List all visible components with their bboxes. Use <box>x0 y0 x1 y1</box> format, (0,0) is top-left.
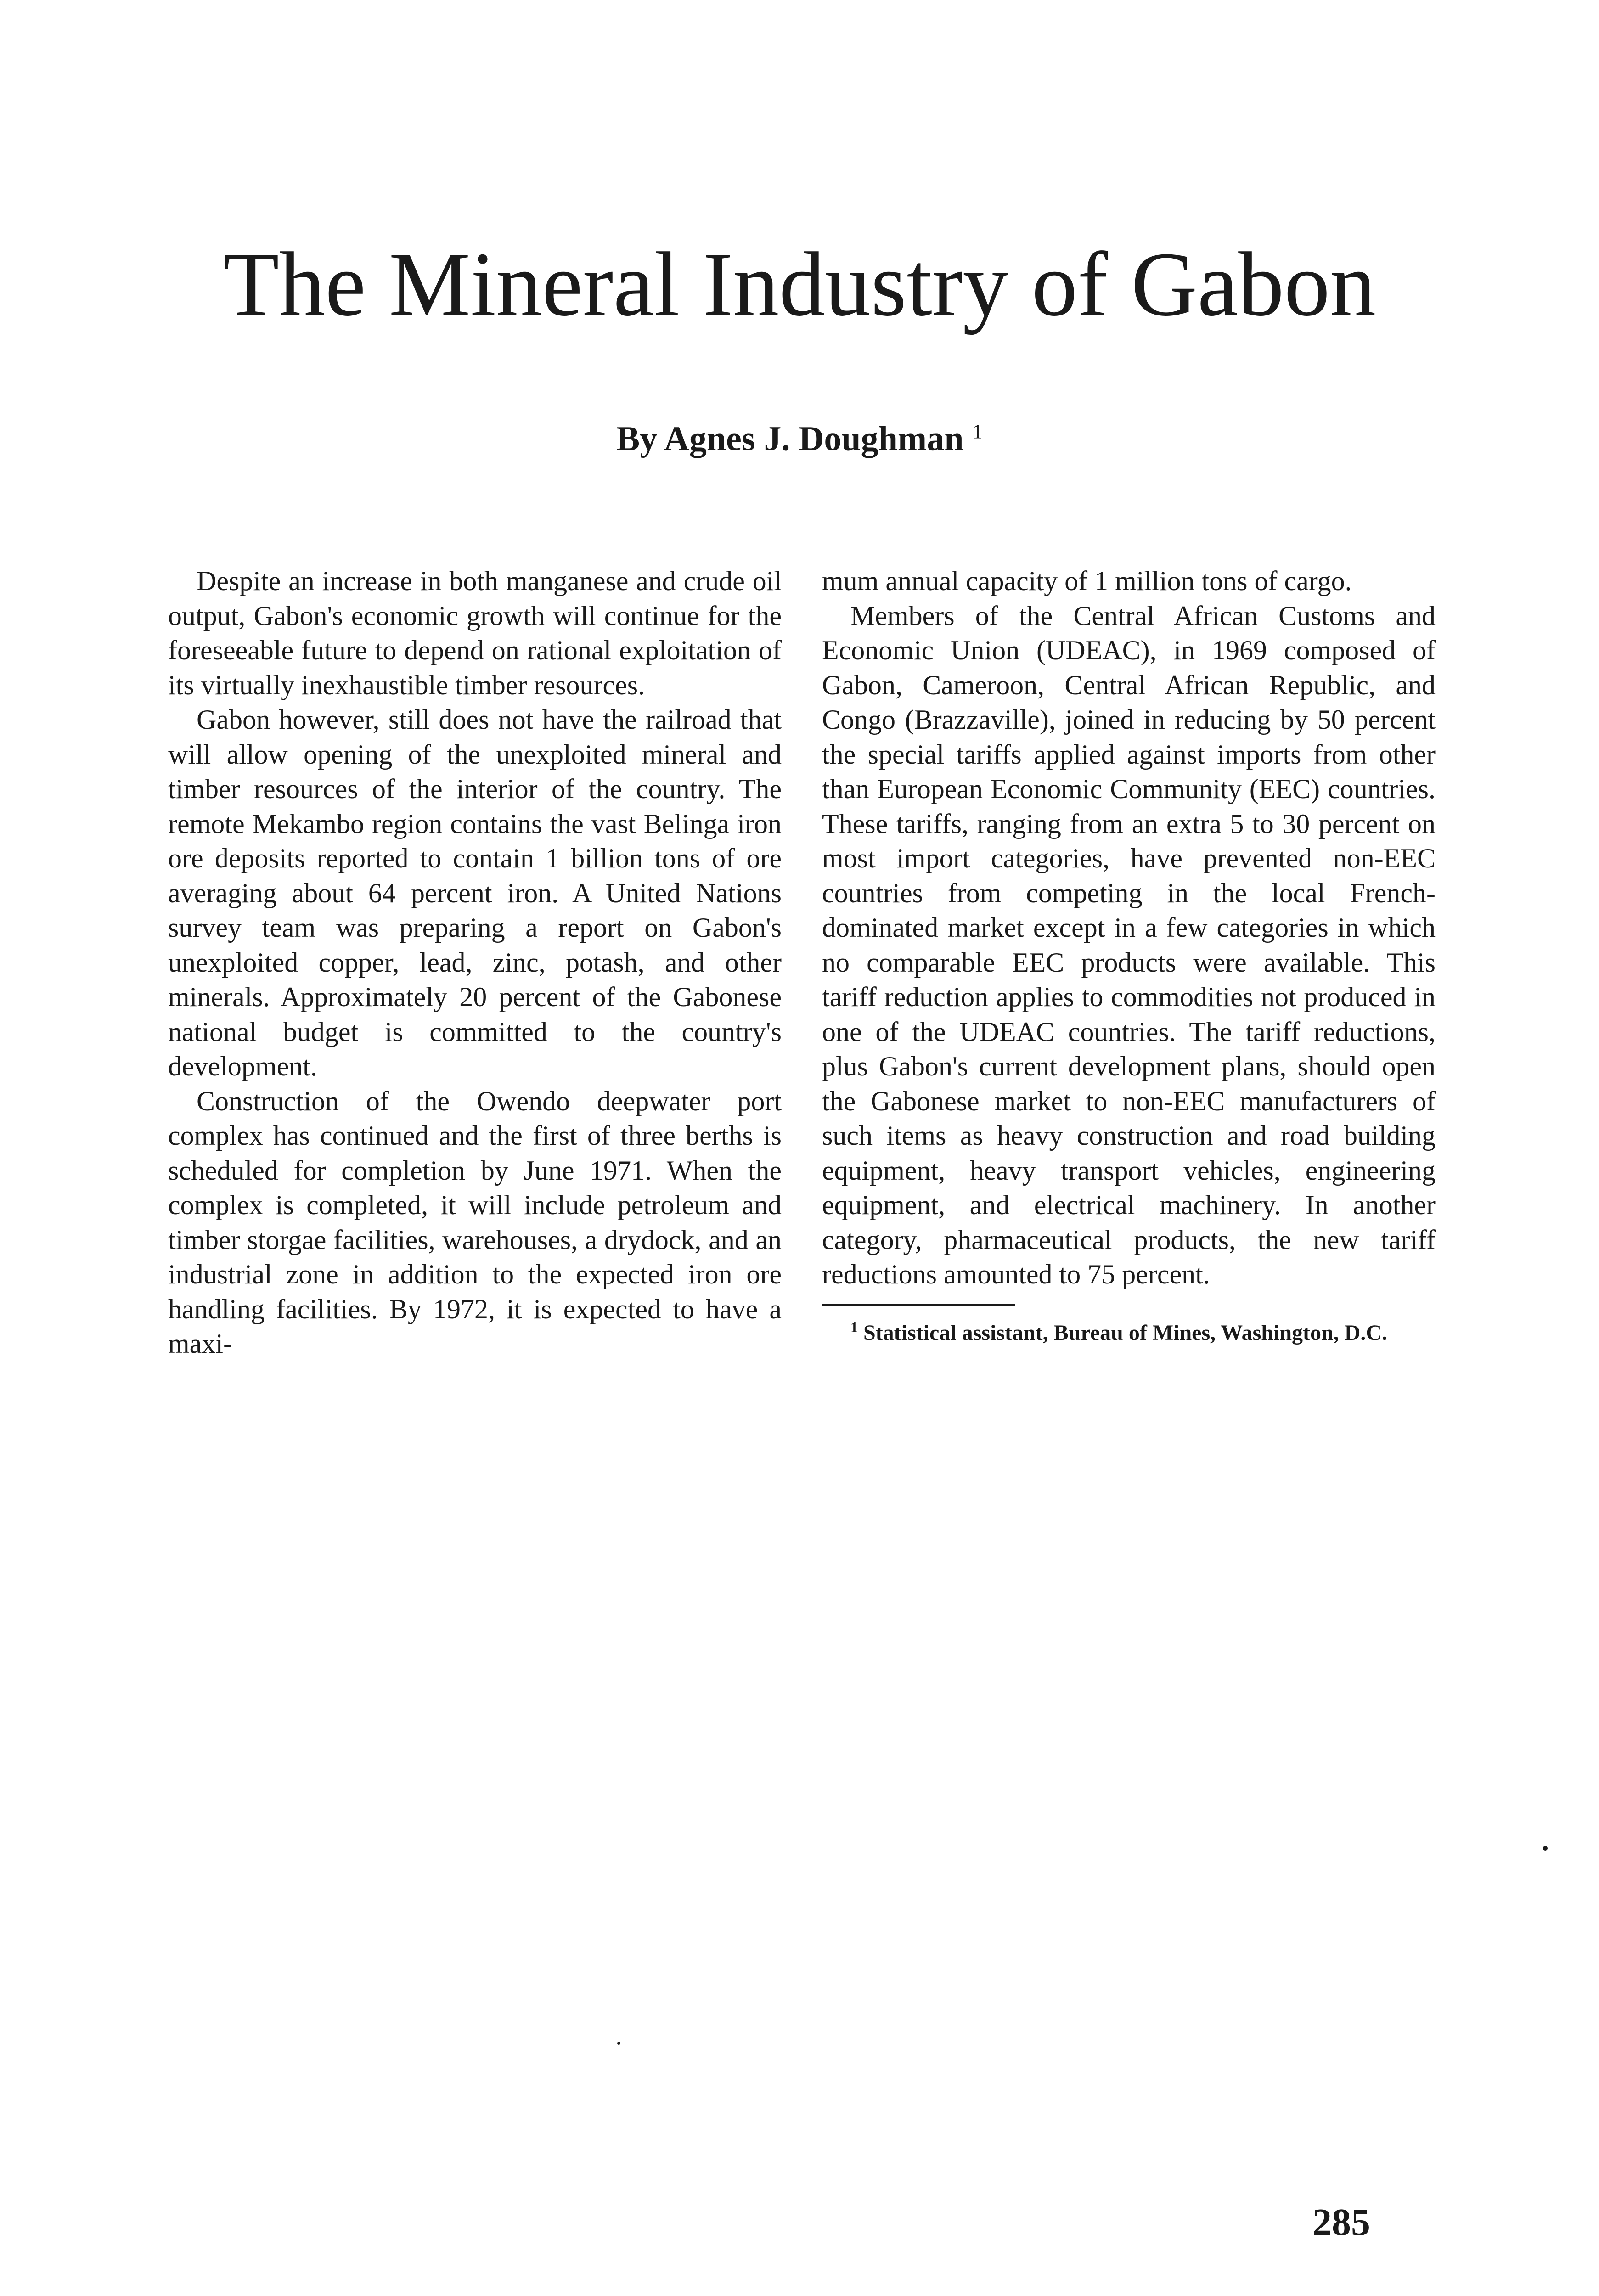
paragraph: Members of the Central African Customs and Economic Union (UDEAC), in 1969 composed of Gabon, Cameroon, Central African Republic, and Congo (Brazzaville), joined in reducing by 50 percent the special tariffs applied against imports from other than European Economic Community (EEC) countries. These tariffs, ranging from an extra 5 to 30 percent on most import categories, have prevented non-EEC countries from competing in the local French-dominated market except in a few categories in which no comparable EEC products were available. This tariff reduction applies to commodities not produced in one of the UDEAC countries. The tariff reductions, plus Gabon's current development plans, should open the Gabonese market to non-EEC manufacturers of such items as heavy construction and road building equipment, heavy transport vehicles, engineering equipment, and electrical machinery. In another category, pharmaceutical products, the new tariff reductions amounted to 75 percent. <box>822 600 1436 1289</box>
print-speck <box>617 2042 620 2045</box>
article-title: The Mineral Industry of Gabon <box>223 234 1376 335</box>
right-column <box>822 564 1436 1346</box>
paragraph: Construction of the Owendo deepwater port complex has continued and the first of three berths is scheduled for completion by June 1971. When the complex is completed, it will include petroleum and timber storgae facilities, warehouses, a drydock, and an industrial zone in addition to the expected iron ore handling facilities. By 1972, it is expected to have a maxi- <box>168 1086 782 1359</box>
footnote-rule <box>822 1304 1015 1306</box>
paragraph: Despite an increase in both manganese and crude oil output, Gabon's economic growth will continue for the foreseeable future to depend on rational exploitation of its virtually inexhaustible timber resources. <box>168 566 782 700</box>
paragraph: Gabon however, still does not have the railroad that will allow opening of the unexploited mineral and timber resources of the interior of the country. The remote Mekambo region contains the vast Belinga iron ore deposits reported to contain 1 billion tons of ore averaging about 64 percent iron. A United Nations survey team was preparing a report on Gabon's unexploited copper, lead, zinc, potash, and other minerals. Approximately 20 percent of the Gabonese national budget is committed to the country's development. <box>168 704 782 1081</box>
paragraph-continuation: mum annual capacity of 1 million tons of cargo. <box>822 566 1352 596</box>
print-speck <box>1543 1846 1548 1851</box>
page-number: 285 <box>1312 2201 1370 2244</box>
left-column <box>168 564 782 1362</box>
footnote-text: Statistical assistant, Bureau of Mines, Washington, D.C. <box>863 1320 1388 1345</box>
footnote <box>822 1314 1436 1346</box>
author-name: By Agnes J. Doughman <box>616 419 964 458</box>
footnote-marker: 1 <box>972 420 983 443</box>
footnote-number: 1 <box>850 1318 858 1335</box>
byline <box>0 409 1599 461</box>
